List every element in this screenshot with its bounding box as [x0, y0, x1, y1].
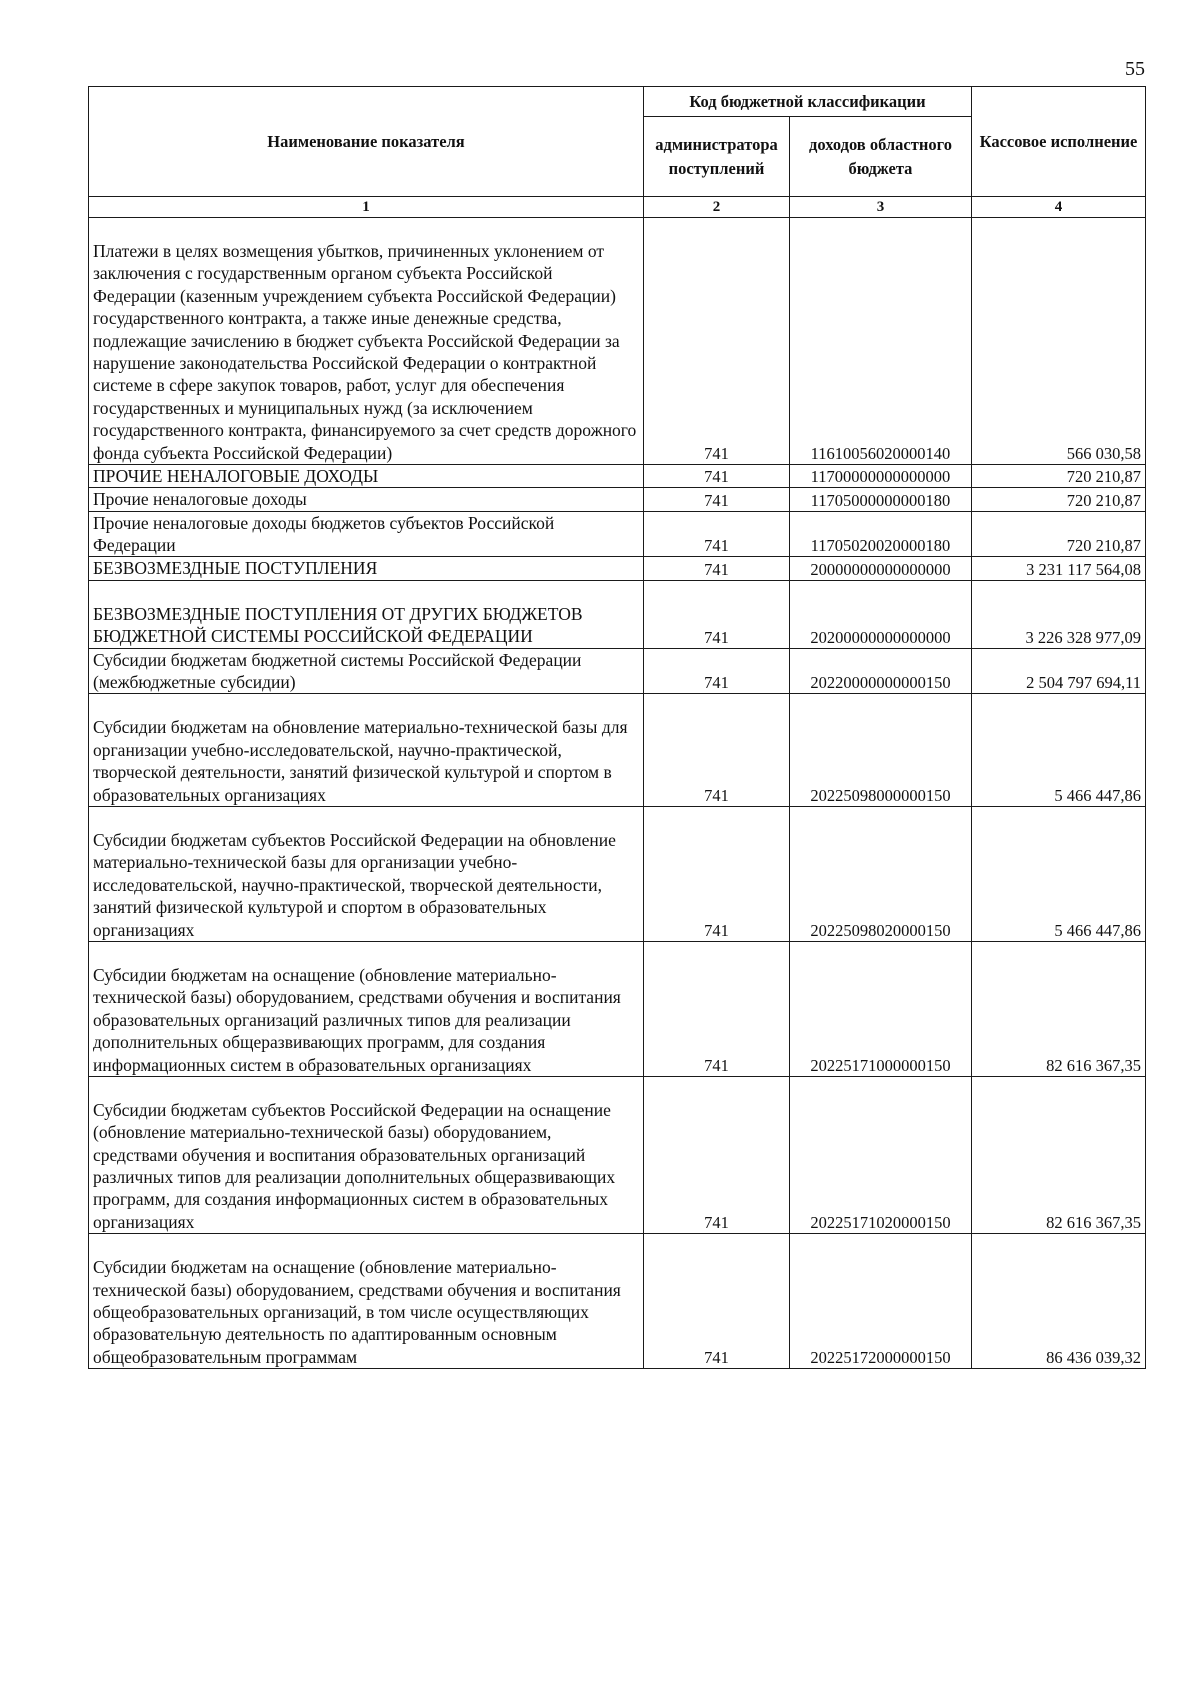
row-amount: 5 466 447,86 — [972, 694, 1146, 807]
table-row — [89, 488, 1146, 511]
row-income-code: 20225172000000150 — [790, 1234, 972, 1369]
row-admin-code: 741 — [644, 464, 790, 487]
column-number: 1 — [89, 197, 644, 218]
table-row — [89, 580, 1146, 648]
page-number: 55 — [1125, 58, 1145, 80]
column-numbers-row — [89, 197, 1146, 218]
row-income-code: 20200000000000000 — [790, 580, 972, 648]
row-income-code: 20220000000000150 — [790, 648, 972, 694]
column-number: 2 — [644, 197, 790, 218]
table-row — [89, 464, 1146, 487]
row-admin-code: 741 — [644, 941, 790, 1076]
row-amount: 3 231 117 564,08 — [972, 557, 1146, 580]
row-income-code: 11705000000000180 — [790, 488, 972, 511]
row-name: БЕЗВОЗМЕЗДНЫЕ ПОСТУПЛЕНИЯ — [89, 557, 644, 580]
row-admin-code: 741 — [644, 806, 790, 941]
row-amount: 82 616 367,35 — [972, 1076, 1146, 1233]
row-amount: 82 616 367,35 — [972, 941, 1146, 1076]
table-row — [89, 806, 1146, 941]
row-income-code: 20225098020000150 — [790, 806, 972, 941]
row-name: Субсидии бюджетам бюджетной системы Российской Федерации (межбюджетные субсидии) — [89, 648, 644, 694]
row-name: Субсидии бюджетам на оснащение (обновление материально-технической базы) оборудованием, средствами обучения и воспитания общеобразовательных организаций, в том числе осуществляющих образовательную деятельность по адаптированным основным общеобразовательным программам — [89, 1234, 644, 1369]
row-name: Субсидии бюджетам на оснащение (обновление материально-технической базы) оборудованием, средствами обучения и воспитания образовательных организаций различных типов для реализации дополнительных общеразвивающих программ, для создания информационных систем в образовательных организациях — [89, 941, 644, 1076]
table-row — [89, 1076, 1146, 1233]
row-admin-code: 741 — [644, 511, 790, 557]
row-admin-code: 741 — [644, 488, 790, 511]
row-income-code: 11705020020000180 — [790, 511, 972, 557]
header-code-group: Код бюджетной классификации — [644, 87, 972, 117]
table-row — [89, 1234, 1146, 1369]
row-income-code: 20225098000000150 — [790, 694, 972, 807]
header-income: доходов областного бюджета — [790, 117, 972, 197]
row-income-code: 20225171000000150 — [790, 941, 972, 1076]
row-amount: 2 504 797 694,11 — [972, 648, 1146, 694]
row-income-code: 11610056020000140 — [790, 218, 972, 465]
table-row — [89, 511, 1146, 557]
row-admin-code: 741 — [644, 1076, 790, 1233]
header-name: Наименование показателя — [89, 87, 644, 197]
row-name: Прочие неналоговые доходы бюджетов субъектов Российской Федерации — [89, 511, 644, 557]
row-name: Субсидии бюджетам на обновление материально-технической базы для организации учебно-исследовательской, научно-практической, творческой деятельности, занятий физической культурой и спортом в образовательных организациях — [89, 694, 644, 807]
column-number: 4 — [972, 197, 1146, 218]
header-admin: администратора поступлений — [644, 117, 790, 197]
row-name: Платежи в целях возмещения убытков, причиненных уклонением от заключения с государственным органом субъекта Российской Федерации (казенным учреждением субъекта Российской Федерации) государственного контракта, а также иные денежные средства, подлежащие зачислению в бюджет субъекта Российской Федерации за нарушение законодательства Российской Федерации о контрактной системе в сфере закупок товаров, работ, услуг для обеспечения государственных и муниципальных нужд (за исключением государственного контракта, финансируемого за счет средств дорожного фонда субъекта Российской Федерации) — [89, 218, 644, 465]
row-admin-code: 741 — [644, 218, 790, 465]
row-admin-code: 741 — [644, 648, 790, 694]
table-row — [89, 557, 1146, 580]
table-row — [89, 218, 1146, 465]
row-amount: 5 466 447,86 — [972, 806, 1146, 941]
row-income-code: 20000000000000000 — [790, 557, 972, 580]
row-name: Субсидии бюджетам субъектов Российской Федерации на обновление материально-технической базы для организации учебно-исследовательской, научно-практической, творческой деятельности, занятий физической культурой и спортом в образовательных организациях — [89, 806, 644, 941]
row-income-code: 11700000000000000 — [790, 464, 972, 487]
row-amount: 3 226 328 977,09 — [972, 580, 1146, 648]
row-name: Субсидии бюджетам субъектов Российской Федерации на оснащение (обновление материально-технической базы) оборудованием, средствами обучения и воспитания образовательных организаций различных типов для реализации дополнительных общеразвивающих программ, для создания информационных систем в образовательных организациях — [89, 1076, 644, 1233]
table-row — [89, 648, 1146, 694]
row-income-code: 20225171020000150 — [790, 1076, 972, 1233]
budget-table — [88, 86, 1146, 1369]
row-name: ПРОЧИЕ НЕНАЛОГОВЫЕ ДОХОДЫ — [89, 464, 644, 487]
row-name: Прочие неналоговые доходы — [89, 488, 644, 511]
row-amount: 720 210,87 — [972, 488, 1146, 511]
row-amount: 566 030,58 — [972, 218, 1146, 465]
row-amount: 720 210,87 — [972, 511, 1146, 557]
row-amount: 720 210,87 — [972, 464, 1146, 487]
row-admin-code: 741 — [644, 694, 790, 807]
row-name: БЕЗВОЗМЕЗДНЫЕ ПОСТУПЛЕНИЯ ОТ ДРУГИХ БЮДЖЕТОВ БЮДЖЕТНОЙ СИСТЕМЫ РОССИЙСКОЙ ФЕДЕРАЦИИ — [89, 580, 644, 648]
row-admin-code: 741 — [644, 580, 790, 648]
header-cash: Кассовое исполнение — [972, 87, 1146, 197]
table-row — [89, 941, 1146, 1076]
row-amount: 86 436 039,32 — [972, 1234, 1146, 1369]
row-admin-code: 741 — [644, 1234, 790, 1369]
column-number: 3 — [790, 197, 972, 218]
table-row — [89, 694, 1146, 807]
row-admin-code: 741 — [644, 557, 790, 580]
